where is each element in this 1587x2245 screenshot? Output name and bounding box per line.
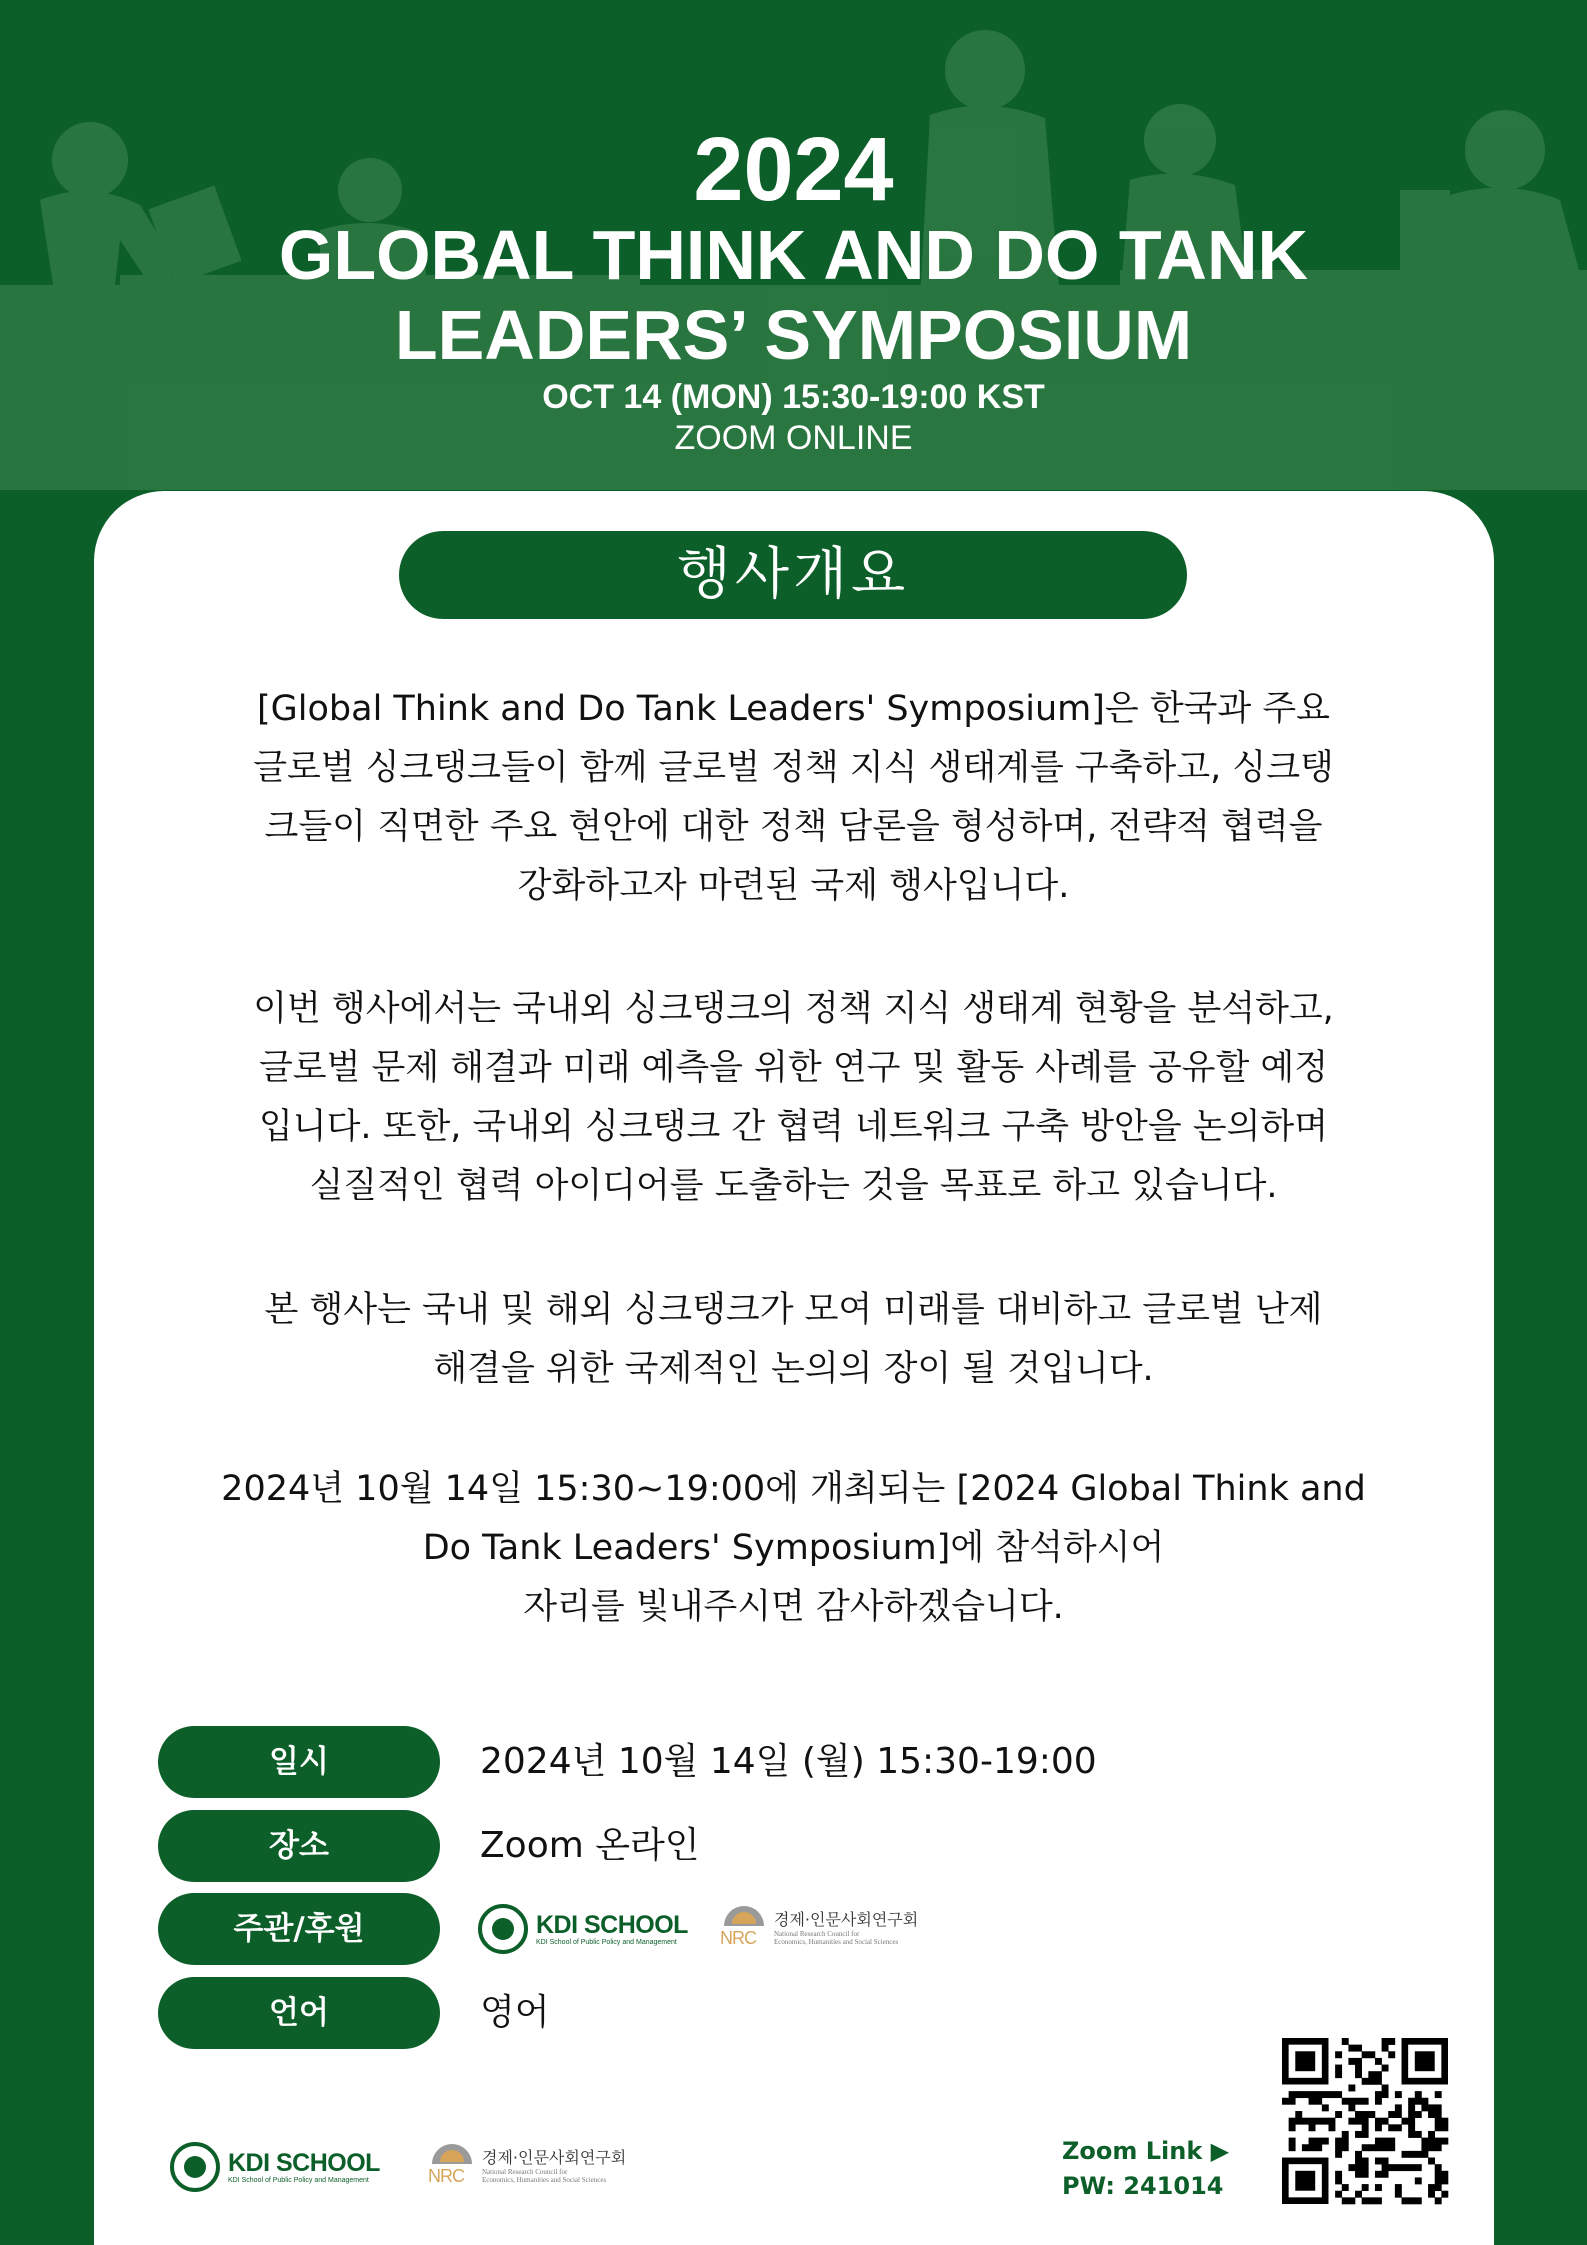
nrc-logo-sub1: National Research Council for (482, 2168, 568, 2176)
paragraph-line: 자리를 빛내주시면 감사하겠습니다. (523, 1587, 1064, 1627)
header-year: 2024 (693, 120, 894, 220)
paragraph-line: 이번 행사에서는 국내외 싱크탱크의 정책 지식 생태계 현황을 분석하고, (253, 989, 1334, 1029)
language-label: 언어 (158, 1977, 440, 2049)
paragraph-purpose (190, 1281, 1397, 1399)
nrc-letters: NRC (720, 1928, 756, 1948)
kdi-logo-name: KDI SCHOOL (228, 2148, 380, 2177)
header-title-line1: GLOBAL THINK AND DO TANK (278, 216, 1309, 294)
paragraph-line: 2024년 10월 14일 15:30~19:00에 개최되는 [2024 Global Think and (221, 1469, 1366, 1509)
date-label: 일시 (158, 1726, 440, 1798)
paragraph-line: Do Tank Leaders' Symposium]에 참석하시어 (422, 1528, 1165, 1568)
paragraph-invitation (190, 1460, 1397, 1637)
nrc-emblem-icon (428, 2142, 476, 2190)
paragraph-program (190, 980, 1397, 1216)
kdi-school-logo (478, 1904, 688, 1954)
nrc-logo-name: 경제·인문사회연구회 (482, 2148, 627, 2167)
paragraph-line: 글로벌 싱크탱크들이 함께 글로벌 정책 지식 생태계를 구축하고, 싱크탱 (253, 748, 1334, 788)
nrc-logo (720, 1904, 918, 1952)
header-title-line2: LEADERS’ SYMPOSIUM (394, 296, 1193, 374)
kdi-emblem-icon (478, 1904, 528, 1954)
zoom-link[interactable]: Zoom Link ▶ (1062, 2137, 1230, 2165)
paragraph-line: 크들이 직면한 주요 현안에 대한 정책 담론을 형성하며, 전략적 협력을 (264, 807, 1323, 847)
paragraph-line: [Global Think and Do Tank Leaders' Symposium]은 한국과 주요 (256, 689, 1330, 729)
header-venue: ZOOM ONLINE (674, 419, 913, 457)
kdi-logo-sub: KDI School of Public Policy and Management (228, 2176, 369, 2184)
nrc-logo-sub2: Economics, Humanities and Social Sciences (774, 1938, 899, 1946)
paragraph-line: 본 행사는 국내 및 해외 싱크탱크가 모여 미래를 대비하고 글로벌 난제 (264, 1290, 1323, 1330)
language-value: 영어 (480, 1992, 550, 2033)
place-value: Zoom 온라인 (480, 1825, 700, 1866)
nrc-logo-sub2: Economics, Humanities and Social Sciences (482, 2176, 607, 2184)
nrc-letters: NRC (428, 2166, 464, 2186)
kdi-logo-sub: KDI School of Public Policy and Management (536, 1938, 677, 1946)
place-label: 장소 (158, 1810, 440, 1882)
footer-kdi-school-logo (170, 2142, 380, 2192)
section-heading: 행사개요 (399, 531, 1187, 619)
paragraph-overview (190, 680, 1397, 916)
nrc-logo-name: 경제·인문사회연구회 (774, 1910, 919, 1929)
paragraph-line: 입니다. 또한, 국내외 싱크탱크 간 협력 네트워크 구축 방안을 논의하며 (258, 1107, 1329, 1147)
qr-code-graphic (1276, 2032, 1454, 2210)
footer-nrc-logo (428, 2142, 626, 2190)
nrc-logo-sub1: National Research Council for (774, 1930, 860, 1938)
paragraph-line: 해결을 위한 국제적인 논의의 장이 될 것입니다. (433, 1349, 1154, 1389)
paragraph-line: 강화하고자 마련된 국제 행사입니다. (517, 866, 1070, 906)
paragraph-line: 실질적인 협력 아이디어를 도출하는 것을 목표로 하고 있습니다. (309, 1166, 1278, 1206)
host-label: 주관/후원 (158, 1893, 440, 1965)
header-banner (0, 0, 1587, 490)
kdi-logo-name: KDI SCHOOL (536, 1910, 688, 1939)
kdi-emblem-icon (170, 2142, 220, 2192)
qr-code-icon[interactable] (1276, 2032, 1454, 2210)
date-value: 2024년 10월 14일 (월) 15:30-19:00 (480, 1741, 1097, 1782)
paragraph-line: 글로벌 문제 해결과 미래 예측을 위한 연구 및 활동 사례를 공유할 예정 (258, 1048, 1329, 1088)
header-datetime: OCT 14 (MON) 15:30-19:00 KST (542, 378, 1045, 416)
zoom-password: PW: 241014 (1062, 2172, 1224, 2200)
nrc-emblem-icon (720, 1904, 768, 1952)
